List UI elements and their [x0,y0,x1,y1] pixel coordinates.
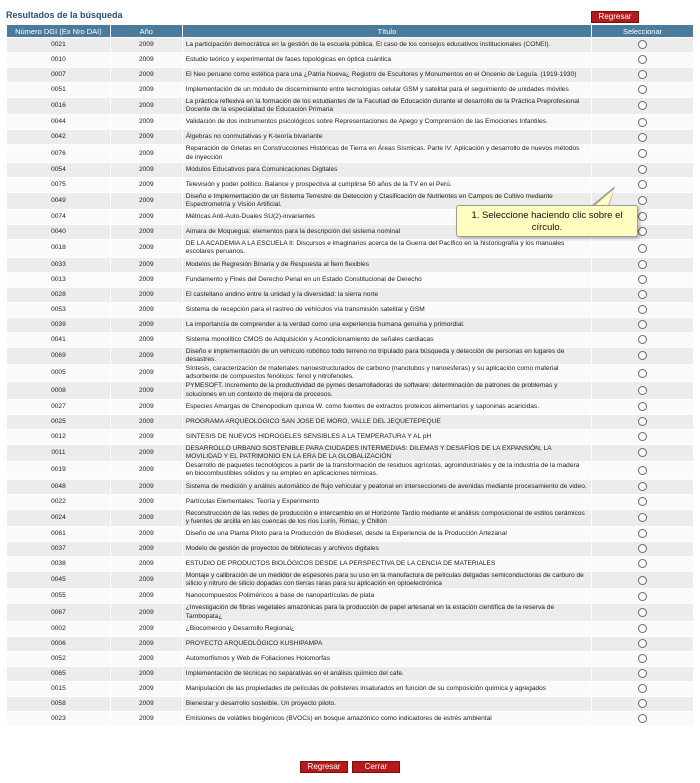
row-title: Síntesis, caracterización de materiales nanoestructurados de carbono (nanotubos y nanoesferas) y su aplicación como material adsorbente de compuestos fenólicos: fenol y nitrofenoles. [182,365,591,382]
row-select-cell [592,494,694,509]
row-select-cell [592,272,694,287]
row-year: 2009 [110,68,182,83]
row-select-cell [592,130,694,145]
row-title: Nanocompuestos Poliméricos a base de nanopartículas de plata [182,589,591,604]
row-title: Sistema monolítico CMOS de Adquisición y Acondicionamiento de señales cardiacas [182,332,591,347]
row-select-radio[interactable] [638,714,647,723]
row-title: Implementación de técnicas no separativas en el análisis químico del cafe. [182,666,591,681]
row-select-cell [592,604,694,621]
column-header-number: Número DGI (Ex Nro DAI) [7,25,111,38]
row-title: DESARROLLO URBANO SOSTENIBLE PARA CIUDADES INTERMEDIAS: DILEMAS Y DESAFÍOS DE LA EXPANSIÓN, LA MOVILIDAD Y EL PATRIMONIO EN LA ERA DE LA GLOBALIZACIÓN [182,444,591,461]
row-year: 2009 [110,651,182,666]
row-select-cell [592,509,694,526]
row-select-cell [592,589,694,604]
row-select-cell [592,479,694,494]
row-number-dgi: 0011 [7,444,111,461]
table-row [7,399,694,414]
row-year: 2009 [110,98,182,115]
row-select-radio[interactable] [638,305,647,314]
row-select-cell [592,572,694,589]
row-number-dgi: 0039 [7,317,111,332]
row-select-radio[interactable] [638,592,647,601]
row-year: 2009 [110,572,182,589]
row-title: Especies Amargas de Chenopodium quinoa W. como fuentes de extractos proteicos alimentarios y saponinas acaricidas. [182,399,591,414]
row-title: ¿Biocomercio y Desarrollo Regional¿ [182,621,591,636]
row-select-radio[interactable] [638,133,647,142]
table-row [7,287,694,302]
row-select-radio[interactable] [638,559,647,568]
row-number-dgi: 0065 [7,666,111,681]
row-select-cell [592,429,694,444]
row-select-radio[interactable] [638,275,647,284]
row-number-dgi: 0076 [7,145,111,162]
row-select-cell [592,317,694,332]
row-number-dgi: 0005 [7,365,111,382]
row-year: 2009 [110,681,182,696]
row-select-radio[interactable] [638,482,647,491]
row-select-cell [592,382,694,399]
row-select-radio[interactable] [638,165,647,174]
row-select-radio[interactable] [638,290,647,299]
row-number-dgi: 0042 [7,130,111,145]
table-row [7,115,694,130]
row-year: 2009 [110,162,182,177]
row-title: La participación democrática en la gestión de la escuela pública. El caso de los consejos educativos institucionales (CONEI). [182,38,591,53]
row-select-radio[interactable] [638,386,647,395]
row-select-radio[interactable] [638,513,647,522]
row-number-dgi: 0007 [7,68,111,83]
row-title: ¿Investigación de fibras vegetales amazónicas para la producción de papel artesanal en la estación científica de la reserva de Tambopata¿ [182,604,591,621]
row-year: 2009 [110,589,182,604]
table-row [7,681,694,696]
row-select-cell [592,332,694,347]
row-number-dgi: 0028 [7,287,111,302]
row-title: Reparación de Grietas en Construcciones Históricas de Tierra en Áreas Sísmicas. Parte IV: Aplicación y desarrollo de nuevos métodos de inyección [182,145,591,162]
table-row [7,444,694,461]
row-number-dgi: 0058 [7,696,111,711]
row-title: Reconstrucción de las redes de producción e intercambio en el Horizonte Tardío mediante el análisis composicional de estilos cerámicos y fuentes de arcilla en las cuencas de los ríos Lurín, Rimac, y Chillón [182,509,591,526]
row-select-radio[interactable] [638,669,647,678]
row-year: 2009 [110,332,182,347]
row-select-radio[interactable] [638,101,647,110]
column-header-select: Seleccionar [592,25,694,38]
row-number-dgi: 0038 [7,557,111,572]
row-select-radio[interactable] [638,608,647,617]
row-title: El Neo peruano como estética para una ¿Patria Nueva¿ Registro de Escultores y Monumentos en el Oncenio de Leguía. (1919-1930) [182,68,591,83]
row-number-dgi: 0033 [7,257,111,272]
table-row [7,53,694,68]
row-year: 2009 [110,225,182,240]
row-number-dgi: 0013 [7,272,111,287]
row-year: 2009 [110,414,182,429]
row-select-cell [592,257,694,272]
row-select-cell [592,302,694,317]
row-select-cell [592,681,694,696]
row-select-cell [592,53,694,68]
row-select-radio[interactable] [638,40,647,49]
row-select-radio[interactable] [638,448,647,457]
row-select-cell [592,696,694,711]
table-row [7,479,694,494]
help-tooltip: 1. Seleccione haciendo clic sobre el círculo. [456,205,638,237]
row-year: 2009 [110,444,182,461]
close-button[interactable]: Cerrar [352,761,400,773]
row-select-cell [592,83,694,98]
row-year: 2009 [110,177,182,192]
row-year: 2009 [110,604,182,621]
row-select-radio[interactable] [638,684,647,693]
row-select-radio[interactable] [638,260,647,269]
row-year: 2009 [110,509,182,526]
row-select-cell [592,414,694,429]
row-select-cell [592,557,694,572]
row-select-radio[interactable] [638,335,647,344]
table-row [7,527,694,542]
row-select-radio[interactable] [638,639,647,648]
row-number-dgi: 0040 [7,225,111,240]
row-select-radio[interactable] [638,244,647,253]
table-row [7,711,694,726]
row-number-dgi: 0067 [7,604,111,621]
row-year: 2009 [110,257,182,272]
row-select-cell [592,68,694,83]
row-select-cell [592,444,694,461]
row-title: Diseño e implementación de un vehículo robótico todo terreno no tripulado para búsqueda y detección de personas en lugares de desastres. [182,347,591,364]
table-row [7,332,694,347]
row-title: PROYECTO ARQUEOLÓGICO KUSHIPAMPA [182,636,591,651]
row-year: 2009 [110,696,182,711]
results-table [6,24,694,727]
row-number-dgi: 0022 [7,494,111,509]
row-select-radio[interactable] [638,654,647,663]
column-header-year: Año [110,25,182,38]
top-back-button[interactable]: Regresar [591,11,639,23]
row-select-cell [592,115,694,130]
table-row [7,382,694,399]
row-select-radio[interactable] [638,699,647,708]
row-title: La práctica reflexiva en la formación de los estudiantes de la Facultad de Educación durante el desarrollo de la Práctica Preprofesional Docente de la especialidad de Educación Primaria [182,98,591,115]
row-year: 2009 [110,666,182,681]
row-select-radio[interactable] [638,180,647,189]
back-button[interactable]: Regresar [300,761,348,773]
row-title: Módulos Educativos para Comunicaciones Digitales [182,162,591,177]
row-title: Modelo de gestión de proyectos de bibliotecas y archivos digitales [182,542,591,557]
row-select-radio[interactable] [638,212,647,221]
row-title: Estudio teórico y experimental de fases topológicas en óptica cuántica [182,53,591,68]
row-title: La importancia de comprender a la verdad como una experiencia humana genuina y primordial. [182,317,591,332]
row-year: 2009 [110,210,182,225]
row-number-dgi: 0061 [7,527,111,542]
row-select-cell [592,621,694,636]
table-row [7,145,694,162]
row-title: Implementación de un módulo de discernimiento entre tecnologías celular GSM y satelital para el seguimiento de unidades móviles [182,83,591,98]
row-number-dgi: 0054 [7,162,111,177]
row-number-dgi: 0053 [7,302,111,317]
row-number-dgi: 0055 [7,589,111,604]
row-year: 2009 [110,302,182,317]
row-select-cell [592,38,694,53]
table-row [7,589,694,604]
table-row [7,636,694,651]
page-title: Resultados de la búsqueda [6,10,123,20]
row-select-radio[interactable] [638,70,647,79]
row-title: El castellano andino entre la unidad y la diversidad: la sierra norte [182,287,591,302]
table-row [7,38,694,53]
bottom-buttons [0,761,700,773]
row-select-radio[interactable] [638,369,647,378]
row-number-dgi: 0037 [7,542,111,557]
table-row [7,302,694,317]
table-row [7,509,694,526]
row-year: 2009 [110,240,182,257]
row-year: 2009 [110,145,182,162]
row-number-dgi: 0019 [7,462,111,479]
table-row [7,604,694,621]
row-number-dgi: 0008 [7,382,111,399]
table-row [7,429,694,444]
table-row [7,621,694,636]
row-year: 2009 [110,83,182,98]
row-year: 2009 [110,317,182,332]
table-row [7,177,694,192]
row-title: ESTUDIO DE PRODUCTOS BIOLÓGICOS DESDE LA PERSPECTIVA DE LA CENCIA DE MATERIALES [182,557,591,572]
row-number-dgi: 0018 [7,240,111,257]
row-number-dgi: 0010 [7,53,111,68]
row-year: 2009 [110,399,182,414]
table-row [7,542,694,557]
row-title: Televisión y poder político. Balance y prospectiva al cumplirse 50 años de la TV en el Perú. [182,177,591,192]
results-body [7,38,694,727]
row-select-cell [592,462,694,479]
row-title: Diseño de una Planta Piloto para la Producción de Biodiesel, desde la Experiencia de la Producción Artezanal [182,527,591,542]
row-number-dgi: 0041 [7,332,111,347]
row-select-radio[interactable] [638,466,647,475]
row-title: Validación de dos instrumentos psicológicos sobre Representaciones de Apego y Comprensión de las Emociones Infantiles. [182,115,591,130]
row-number-dgi: 0069 [7,347,111,364]
row-title: DE LA ACADEMIA A LA ESCUELA II: Discursos e imaginarios acerca de la Guerra del Pacífico en la historiografía y los manuales escolares peruanos. [182,240,591,257]
row-select-cell [592,636,694,651]
row-title: Álgebras no conmutativas y K-teoría bivariante [182,130,591,145]
row-select-radio[interactable] [638,351,647,360]
table-row [7,162,694,177]
row-year: 2009 [110,38,182,53]
row-select-cell [592,98,694,115]
row-year: 2009 [110,115,182,130]
row-number-dgi: 0023 [7,711,111,726]
column-header-title: Título [182,25,591,38]
row-select-cell [592,162,694,177]
table-row [7,414,694,429]
table-row [7,365,694,382]
row-title: Emisiones de volátiles biogénicos (BVOCs) en bosque amazónico como indicadores de estrés ambiental [182,711,591,726]
row-number-dgi: 0075 [7,177,111,192]
row-select-cell [592,365,694,382]
row-select-radio[interactable] [638,320,647,329]
row-year: 2009 [110,287,182,302]
table-row [7,494,694,509]
table-row [7,257,694,272]
row-number-dgi: 0024 [7,509,111,526]
row-select-radio[interactable] [638,497,647,506]
row-title: SINTESIS DE NUEVOS HIDROGELES SENSIBLES A LA TEMPERATURA Y AL pH [182,429,591,444]
row-year: 2009 [110,192,182,209]
row-number-dgi: 0074 [7,210,111,225]
row-title: Aimara de Moquegua: elementos para la descripción del sistema nominal [182,225,591,240]
row-select-cell [592,711,694,726]
row-select-radio[interactable] [638,544,647,553]
row-title: Fundamento y Fines del Derecho Penal en un Estado Constitucional de Derecho [182,272,591,287]
row-number-dgi: 0052 [7,651,111,666]
row-number-dgi: 0048 [7,479,111,494]
row-year: 2009 [110,542,182,557]
row-year: 2009 [110,130,182,145]
row-select-cell [592,527,694,542]
row-select-cell [592,666,694,681]
row-title: Bienestar y desarrollo sosteible. Un proyecto piloto. [182,696,591,711]
row-year: 2009 [110,494,182,509]
row-select-radio[interactable] [638,85,647,94]
row-year: 2009 [110,53,182,68]
row-select-radio[interactable] [638,149,647,158]
row-number-dgi: 0027 [7,399,111,414]
row-select-cell [592,651,694,666]
table-row [7,240,694,257]
row-number-dgi: 0015 [7,681,111,696]
table-row [7,317,694,332]
table-row [7,98,694,115]
row-year: 2009 [110,347,182,364]
table-row [7,666,694,681]
row-title: Sistema de medición y análisis automático de flujo vehicular y peatonal en intersecciones de avenidas mediante procesamiento de video. [182,479,591,494]
row-select-cell [592,542,694,557]
row-number-dgi: 0049 [7,192,111,209]
table-row [7,572,694,589]
row-year: 2009 [110,365,182,382]
table-row [7,651,694,666]
row-year: 2009 [110,429,182,444]
row-title: Desarrollo de paquetes tecnológicos a partir de la transformación de residuos agrícolas, agroindustriales y de la industria de la madera en biocombustibles sólidos y su empleo en aplicaciones térmicas. [182,462,591,479]
table-row [7,462,694,479]
row-number-dgi: 0006 [7,636,111,651]
row-title: Automorfismos y Web de Foliaciones Holomorfas [182,651,591,666]
row-year: 2009 [110,557,182,572]
row-number-dgi: 0016 [7,98,111,115]
row-title: PROGRAMA ARQUEOLOGICO SAN JOSE DE MORO, VALLE DEL JEQUETEPEQUE [182,414,591,429]
row-select-radio[interactable] [638,576,647,585]
row-year: 2009 [110,621,182,636]
row-year: 2009 [110,636,182,651]
row-select-cell [592,347,694,364]
row-number-dgi: 0045 [7,572,111,589]
row-select-cell [592,399,694,414]
row-select-radio[interactable] [638,529,647,538]
table-row [7,68,694,83]
table-header-row [7,25,694,38]
row-year: 2009 [110,462,182,479]
row-select-radio[interactable] [638,196,647,205]
row-select-radio[interactable] [638,432,647,441]
row-select-radio[interactable] [638,624,647,633]
row-title: Montaje y calibración de un medidor de espesores para su uso en la manufactura de películas delgadas semiconductoras de carburo de silicio y nitruro de silicio dopadas con tierras raras para su aplicación en optoelectrónica [182,572,591,589]
row-select-radio[interactable] [638,55,647,64]
row-title: Métricas Anti-Auto-Duales SU(2)-invariantes [182,210,591,225]
row-select-radio[interactable] [638,402,647,411]
row-number-dgi: 0021 [7,38,111,53]
row-select-cell [592,145,694,162]
row-title: Modelos de Regresión Binaria y de Respuesta al Ítem flexibles [182,257,591,272]
row-select-radio[interactable] [638,417,647,426]
row-select-radio[interactable] [638,118,647,127]
row-title: Sistema de recepción para el rastreo de vehículos vía transmisión satelital y GSM [182,302,591,317]
table-row [7,130,694,145]
row-title: Partículas Elementales: Teoría y Experimento [182,494,591,509]
row-select-cell [592,287,694,302]
row-number-dgi: 0002 [7,621,111,636]
row-number-dgi: 0044 [7,115,111,130]
row-year: 2009 [110,272,182,287]
row-number-dgi: 0051 [7,83,111,98]
row-year: 2009 [110,711,182,726]
row-title: PYMESOFT. Incremento de la productividad de pymes desarrolladoras de software: determinación de patrones de problemas y soluciones en un contexto de mejora de procesos. [182,382,591,399]
table-row [7,347,694,364]
row-number-dgi: 0025 [7,414,111,429]
row-number-dgi: 0012 [7,429,111,444]
row-year: 2009 [110,382,182,399]
row-title: Diseño e Implementación de un Sistema Terrestre de Detección y Clasificación de Nutrientes en Campos de Cultivo mediante Espectrometría y Visión Artificial. [182,192,591,209]
row-select-radio[interactable] [638,227,647,236]
row-title: Manipulación de las propiedades de películas de polisteres insaturados en función de su composición química y agregados [182,681,591,696]
row-year: 2009 [110,527,182,542]
row-year: 2009 [110,479,182,494]
table-row [7,557,694,572]
table-row [7,696,694,711]
table-row [7,83,694,98]
table-row [7,272,694,287]
row-select-cell [592,240,694,257]
